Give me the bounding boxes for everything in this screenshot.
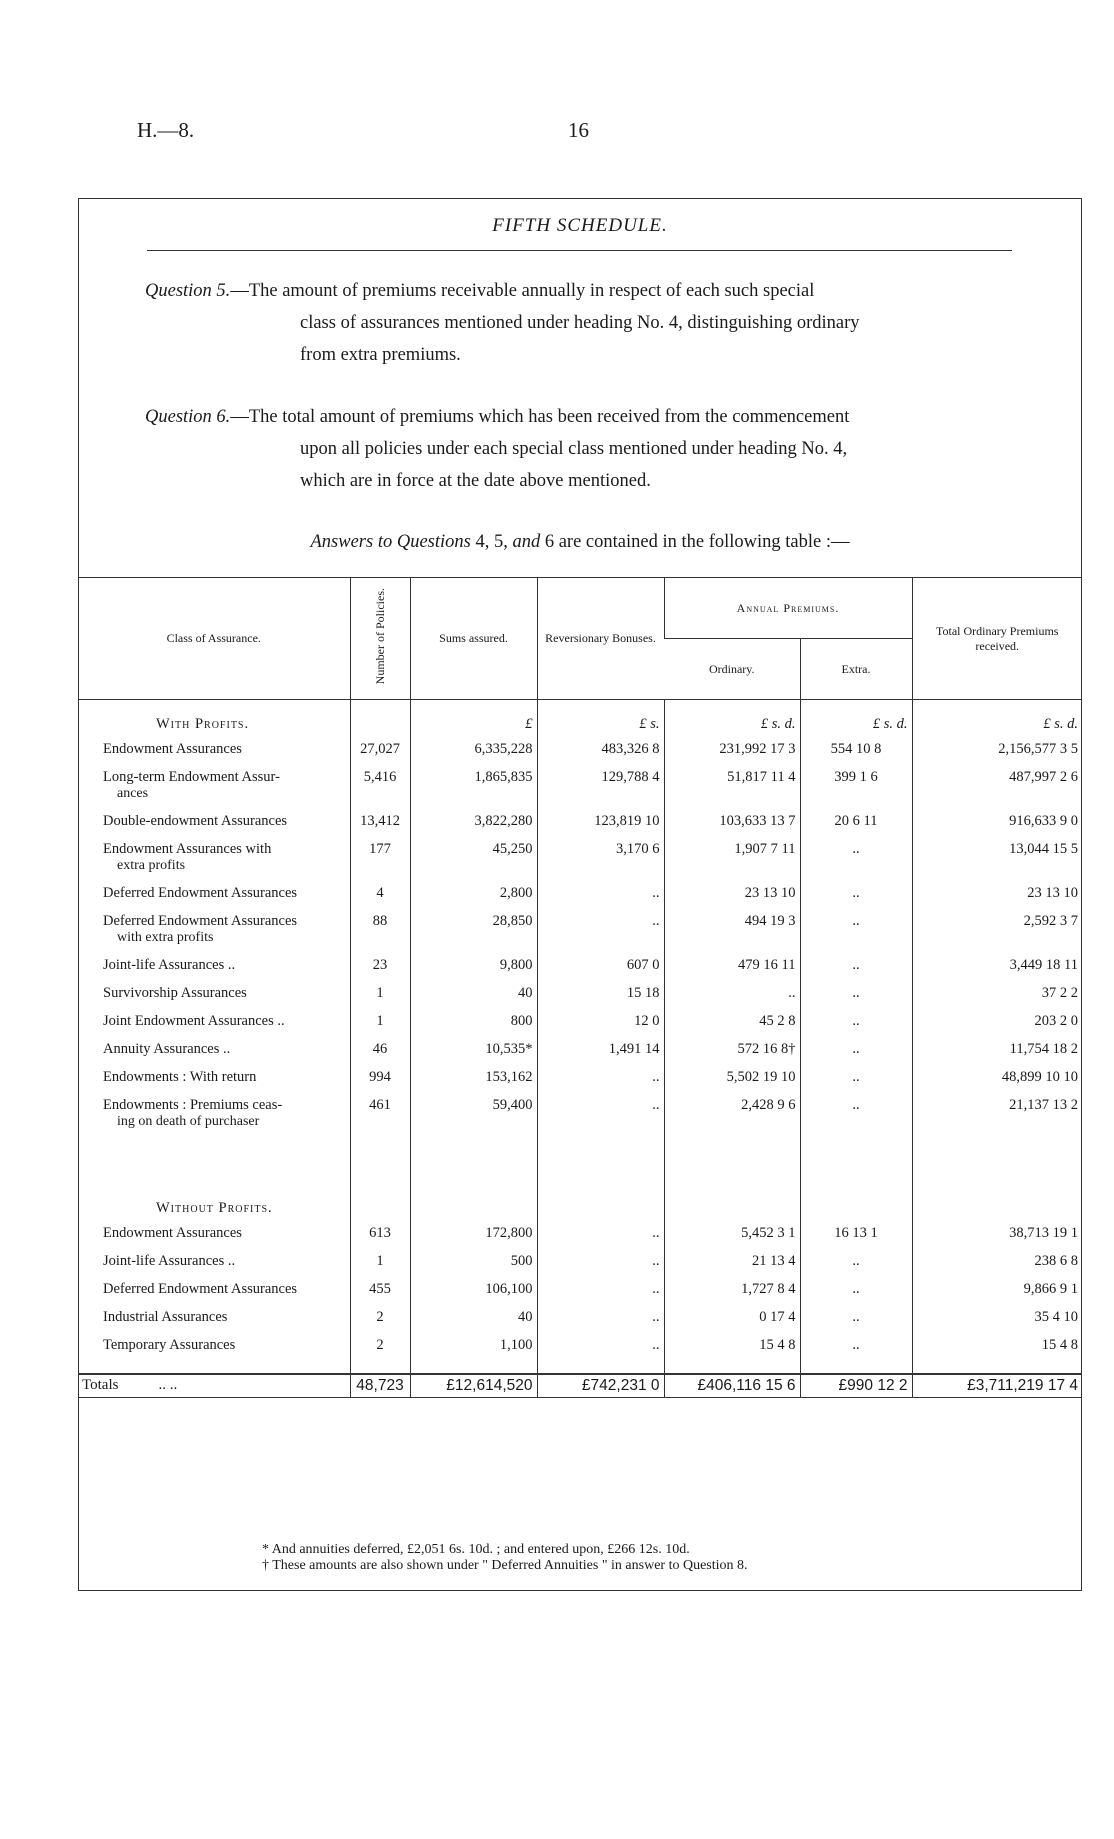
header-sums: Sums assured. (410, 578, 537, 700)
row-number: 5,416 (350, 763, 410, 807)
row-total: 48,899 10 10 (912, 1063, 1082, 1091)
units-row (78, 700, 1082, 736)
header-total: Total Ordinary Premiums received. (912, 578, 1082, 700)
row-class-name (78, 1331, 350, 1359)
row-ordinary: 5,502 19 10 (664, 1063, 800, 1091)
row-class-label: Joint-life Assurances .. (103, 957, 236, 973)
row-bonuses: .. (537, 907, 664, 951)
totals-number: 48,723 (350, 1374, 410, 1398)
row-ordinary: 15 4 8 (664, 1331, 800, 1359)
row-bonuses: .. (537, 1063, 664, 1091)
row-sums: 10,535* (410, 1035, 537, 1063)
row-ordinary: 1,727 8 4 (664, 1275, 800, 1303)
row-class-label-cont: ing on death of purchaser (117, 1114, 260, 1129)
document-code: H.—8. (137, 118, 195, 142)
gap-cell (664, 1135, 800, 1184)
footnotes (262, 1542, 748, 1574)
row-class-name (78, 763, 350, 807)
question-5-label: Question 5. (145, 281, 231, 301)
row-number: 13,412 (350, 807, 410, 835)
row-class-label-cont: ances (117, 786, 149, 801)
row-extra: .. (800, 1007, 912, 1035)
row-class-name (78, 907, 350, 951)
row-bonuses: .. (537, 1091, 664, 1135)
header-annual: Annual Premiums. (664, 578, 912, 639)
row-number: 27,027 (350, 735, 410, 763)
row-extra: .. (800, 1275, 912, 1303)
answers-and: and (512, 532, 541, 552)
row-class-name (78, 835, 350, 879)
row-sums: 500 (410, 1247, 537, 1275)
header-ordinary: Ordinary. (664, 639, 800, 700)
row-number: 613 (350, 1219, 410, 1247)
row-number: 46 (350, 1035, 410, 1063)
row-bonuses: 1,491 14 (537, 1035, 664, 1063)
totals-sums: £12,614,520 (410, 1374, 537, 1398)
row-total: 238 6 8 (912, 1247, 1082, 1275)
row-class-name (78, 1063, 350, 1091)
row-number: 23 (350, 951, 410, 979)
units-extra: £ s. d. (800, 700, 912, 736)
row-sums: 40 (410, 1303, 537, 1331)
row-sums: 59,400 (410, 1091, 537, 1135)
row-total: 11,754 18 2 (912, 1035, 1082, 1063)
row-class-name (78, 1275, 350, 1303)
row-sums: 1,100 (410, 1331, 537, 1359)
row-extra: .. (800, 879, 912, 907)
row-class-label: Survivorship Assurances (103, 985, 247, 1001)
row-total: 3,449 18 11 (912, 951, 1082, 979)
row-extra: 399 1 6 (800, 763, 912, 807)
row-bonuses: .. (537, 1331, 664, 1359)
units-bonuses: £ s. (537, 700, 664, 736)
row-bonuses: 483,326 8 (537, 735, 664, 763)
row-sums: 45,250 (410, 835, 537, 879)
row-class-label: Temporary Assurances (103, 1337, 236, 1353)
gap-cell (800, 1135, 912, 1184)
gap-cell (78, 1135, 350, 1184)
row-sums: 106,100 (410, 1275, 537, 1303)
row-ordinary: 103,633 13 7 (664, 807, 800, 835)
row-ordinary: 21 13 4 (664, 1247, 800, 1275)
footnote-asterisk: * And annuities deferred, £2,051 6s. 10d. ; and entered upon, £266 12s. 10d. (262, 1542, 690, 1557)
row-ordinary: 45 2 8 (664, 1007, 800, 1035)
row-bonuses: .. (537, 1219, 664, 1247)
row-bonuses: 15 18 (537, 979, 664, 1007)
row-ordinary: 51,817 11 4 (664, 763, 800, 807)
answers-prefix: Answers to Questions (310, 532, 471, 552)
row-class-name (78, 1247, 350, 1275)
row-sums: 2,800 (410, 879, 537, 907)
row-extra: .. (800, 1303, 912, 1331)
section-row (78, 1184, 1082, 1219)
row-number: 2 (350, 1303, 410, 1331)
row-number: 455 (350, 1275, 410, 1303)
row-total: 23 13 10 (912, 879, 1082, 907)
table-row (78, 879, 1082, 907)
row-class-name (78, 951, 350, 979)
question-6 (145, 401, 1015, 497)
row-sums: 3,822,280 (410, 807, 537, 835)
row-bonuses: .. (537, 879, 664, 907)
row-sums: 6,335,228 (410, 735, 537, 763)
row-class-label: Industrial Assurances (103, 1309, 228, 1325)
premiums-table (78, 577, 1082, 1398)
section-blank-cell (800, 1184, 912, 1219)
row-sums: 153,162 (410, 1063, 537, 1091)
row-class-name (78, 1035, 350, 1063)
section-blank-cell (912, 1184, 1082, 1219)
row-class-name (78, 1303, 350, 1331)
row-total: 203 2 0 (912, 1007, 1082, 1035)
row-class-label: Deferred Endowment Assurances (103, 1281, 298, 1297)
spacer-cell (800, 1359, 912, 1374)
schedule-title: FIFTH SCHEDULE. (492, 215, 668, 236)
totals-row (78, 1374, 1082, 1398)
table-row (78, 907, 1082, 951)
row-ordinary: 572 16 8† (664, 1035, 800, 1063)
row-total: 38,713 19 1 (912, 1219, 1082, 1247)
row-class-name (78, 979, 350, 1007)
row-class-label: Annuity Assurances .. (103, 1041, 231, 1057)
question-6-label: Question 6. (145, 407, 231, 427)
spacer-cell (410, 1359, 537, 1374)
spacer-cell (350, 1359, 410, 1374)
row-ordinary: 479 16 11 (664, 951, 800, 979)
table-row (78, 1063, 1082, 1091)
table-row (78, 807, 1082, 835)
section-blank-cell (410, 1184, 537, 1219)
row-ordinary: 2,428 9 6 (664, 1091, 800, 1135)
question-5-text: —The amount of premiums receivable annually in respect of each such special (230, 281, 815, 301)
row-number: 4 (350, 879, 410, 907)
row-bonuses: .. (537, 1275, 664, 1303)
row-class-label: Joint Endowment Assurances .. (103, 1013, 285, 1029)
title-rule (147, 250, 1012, 251)
row-extra: 16 13 1 (800, 1219, 912, 1247)
table-row (78, 1035, 1082, 1063)
section-with-profits: With Profits. (156, 716, 250, 732)
row-sums: 9,800 (410, 951, 537, 979)
units-ordinary: £ s. d. (664, 700, 800, 736)
units-total: £ s. d. (912, 700, 1082, 736)
table-row (78, 1007, 1082, 1035)
spacer-cell (537, 1359, 664, 1374)
table-row (78, 951, 1082, 979)
row-bonuses: 129,788 4 (537, 763, 664, 807)
spacer-cell (78, 1359, 350, 1374)
section-gap (78, 1135, 1082, 1184)
header-extra: Extra. (800, 639, 912, 700)
row-class-name (78, 1091, 350, 1135)
question-5-line-2: class of assurances mentioned under heading No. 4, distinguishing ordinary (300, 313, 860, 333)
row-ordinary: 5,452 3 1 (664, 1219, 800, 1247)
table-row (78, 1275, 1082, 1303)
header-number-text: Number of Policies. (372, 588, 387, 685)
row-total: 13,044 15 5 (912, 835, 1082, 879)
row-class-label-cont: with extra profits (117, 930, 214, 945)
answers-nums: 4, 5, (475, 532, 508, 552)
table-row (78, 1247, 1082, 1275)
row-number: 88 (350, 907, 410, 951)
row-number: 1 (350, 1247, 410, 1275)
row-bonuses: 607 0 (537, 951, 664, 979)
row-class-label: Joint-life Assurances .. (103, 1253, 236, 1269)
header-class: Class of Assurance. (78, 578, 350, 700)
row-sums: 800 (410, 1007, 537, 1035)
row-class-label: Double-endowment Assurances (103, 813, 288, 829)
answers-suffix: are contained in the following table :— (558, 532, 850, 552)
question-6-text: —The total amount of premiums which has been received from the commencement (230, 407, 850, 427)
totals-leader-dots: .. .. (158, 1377, 178, 1393)
row-extra: .. (800, 1035, 912, 1063)
section-without-profits: Without Profits. (156, 1200, 273, 1216)
row-total: 37 2 2 (912, 979, 1082, 1007)
row-class-label: Endowment Assurances (103, 1225, 242, 1241)
row-class-label: Endowment Assurances with (103, 841, 272, 857)
table-row (78, 763, 1082, 807)
row-ordinary: 23 13 10 (664, 879, 800, 907)
question-6-line-3: which are in force at the date above mentioned. (300, 471, 651, 491)
row-ordinary: 231,992 17 3 (664, 735, 800, 763)
row-total: 15 4 8 (912, 1331, 1082, 1359)
units-number (350, 700, 410, 736)
gap-cell (912, 1135, 1082, 1184)
row-class-label: Long-term Endowment Assur- (103, 769, 280, 785)
row-total: 9,866 9 1 (912, 1275, 1082, 1303)
row-class-name (78, 879, 350, 907)
totals-label (78, 1374, 350, 1398)
row-total: 2,592 3 7 (912, 907, 1082, 951)
row-bonuses: .. (537, 1303, 664, 1331)
row-total: 21,137 13 2 (912, 1091, 1082, 1135)
header-bonuses: Reversionary Bonuses. (537, 578, 664, 700)
gap-cell (350, 1135, 410, 1184)
table-row (78, 835, 1082, 879)
footnote-dagger: † These amounts are also shown under " Deferred Annuities " in answer to Question 8. (262, 1558, 748, 1573)
row-class-label: Endowments : Premiums ceas- (103, 1097, 283, 1113)
row-number: 1 (350, 1007, 410, 1035)
totals-total: £3,711,219 17 4 (912, 1374, 1082, 1398)
row-class-name (78, 807, 350, 835)
row-number: 2 (350, 1331, 410, 1359)
row-total: 2,156,577 3 5 (912, 735, 1082, 763)
row-number: 994 (350, 1063, 410, 1091)
row-bonuses: .. (537, 1247, 664, 1275)
row-number: 461 (350, 1091, 410, 1135)
row-extra: 20 6 11 (800, 807, 912, 835)
table-row (78, 1219, 1082, 1247)
spacer-cell (664, 1359, 800, 1374)
row-class-label: Endowments : With return (103, 1069, 257, 1085)
row-bonuses: 12 0 (537, 1007, 664, 1035)
row-ordinary: 0 17 4 (664, 1303, 800, 1331)
row-extra: .. (800, 835, 912, 879)
row-class-label: Endowment Assurances (103, 741, 242, 757)
row-ordinary: .. (664, 979, 800, 1007)
table-row (78, 1331, 1082, 1359)
row-extra: .. (800, 1063, 912, 1091)
totals-label-text: Totals (82, 1377, 119, 1393)
table-row (78, 735, 1082, 763)
row-class-name (78, 1219, 350, 1247)
row-extra: 554 10 8 (800, 735, 912, 763)
answers-six: 6 (544, 532, 555, 552)
table-row (78, 1091, 1082, 1135)
spacer-cell (912, 1359, 1082, 1374)
row-extra: .. (800, 1331, 912, 1359)
row-ordinary: 1,907 7 11 (664, 835, 800, 879)
row-sums: 28,850 (410, 907, 537, 951)
question-6-line-2: upon all policies under each special class mentioned under heading No. 4, (300, 439, 848, 459)
row-sums: 1,865,835 (410, 763, 537, 807)
section-blank-cell (537, 1184, 664, 1219)
row-extra: .. (800, 907, 912, 951)
row-total: 487,997 2 6 (912, 763, 1082, 807)
totals-extra: £990 12 2 (800, 1374, 912, 1398)
row-number: 1 (350, 979, 410, 1007)
pre-totals-spacer (78, 1359, 1082, 1374)
table-row (78, 1303, 1082, 1331)
row-sums: 172,800 (410, 1219, 537, 1247)
units-sums: £ (410, 700, 537, 736)
row-class-name (78, 735, 350, 763)
row-extra: .. (800, 979, 912, 1007)
question-5 (145, 275, 1015, 371)
row-bonuses: 3,170 6 (537, 835, 664, 879)
table-row (78, 979, 1082, 1007)
table-body (78, 700, 1082, 1398)
row-bonuses: 123,819 10 (537, 807, 664, 835)
row-total: 916,633 9 0 (912, 807, 1082, 835)
row-extra: .. (800, 951, 912, 979)
gap-cell (410, 1135, 537, 1184)
row-total: 35 4 10 (912, 1303, 1082, 1331)
row-extra: .. (800, 1091, 912, 1135)
row-class-label-cont: extra profits (117, 858, 186, 873)
row-number: 177 (350, 835, 410, 879)
row-extra: .. (800, 1247, 912, 1275)
section-blank-cell (350, 1184, 410, 1219)
row-class-label: Deferred Endowment Assurances (103, 913, 298, 929)
totals-bonuses: £742,231 0 (537, 1374, 664, 1398)
gap-cell (537, 1135, 664, 1184)
row-sums: 40 (410, 979, 537, 1007)
row-ordinary: 494 19 3 (664, 907, 800, 951)
row-class-name (78, 1007, 350, 1035)
answers-line (78, 532, 1082, 553)
section-blank-cell (664, 1184, 800, 1219)
totals-ordinary: £406,116 15 6 (664, 1374, 800, 1398)
row-class-label: Deferred Endowment Assurances (103, 885, 298, 901)
page-number: 16 (568, 118, 589, 142)
header-number (350, 578, 410, 700)
question-5-line-3: from extra premiums. (300, 345, 461, 365)
